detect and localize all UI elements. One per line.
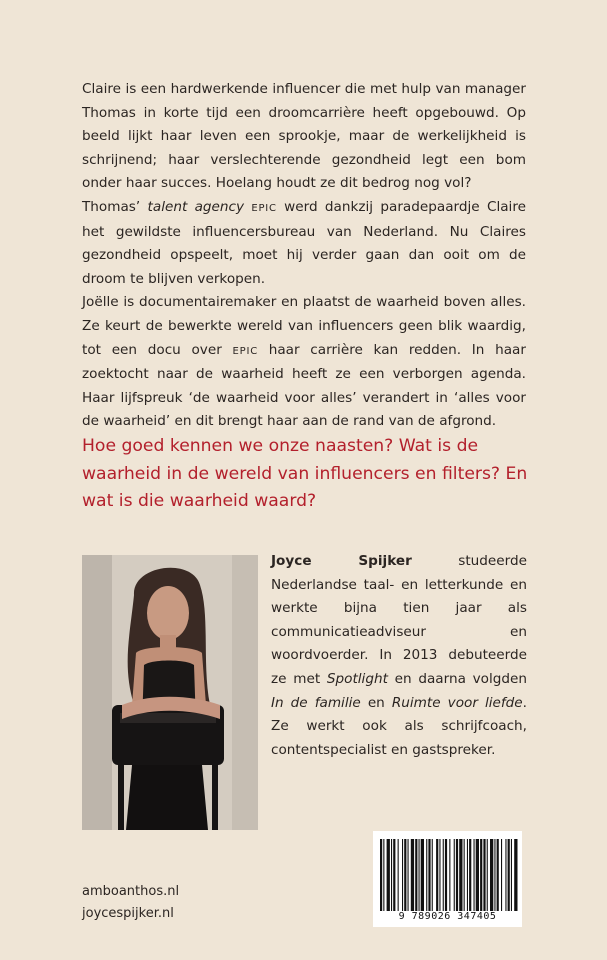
author-photo-illustration (82, 555, 258, 830)
barcode-bar (380, 839, 382, 911)
author-photo (82, 555, 258, 830)
barcode-bar (483, 839, 485, 911)
barcode-bar (419, 839, 420, 911)
blurb-p3-end: haar carrière kan redden. In haar zoektocht naar de waarheid heeft ze een verborgen agenda. Haar lijfspreuk ‘de waarheid voor alles’ verandert in ‘alles voor de waarheid’ en dit brengt haar aan de rand van de afgrond. (82, 341, 526, 430)
barcode-bar (476, 839, 479, 911)
tagline-question: Hoe goed kennen we onze naasten? Wat is de waarheid in de wereld van influencers en filters? En wat is die waarheid waard? (82, 436, 528, 511)
barcode-bar (508, 839, 510, 911)
barcode-bar (454, 839, 455, 911)
barcode-bar (474, 839, 475, 911)
barcode-bar (421, 839, 424, 911)
barcode-bar (398, 839, 399, 911)
bio-book-2: In de familie (271, 694, 361, 711)
barcode-bar (439, 839, 440, 911)
blurb-p2-epic: EPIC (251, 202, 277, 214)
barcode-bar (432, 839, 433, 911)
bio-text-4: en (367, 694, 385, 711)
barcode-bar (480, 839, 482, 911)
barcode-bar (469, 839, 471, 911)
barcode-bar (467, 839, 468, 911)
barcode-bar (387, 839, 390, 911)
website-links (82, 881, 179, 925)
barcode-bar (443, 839, 444, 911)
bio-year: 2013 (402, 647, 438, 664)
blurb-p3-epic: EPIC (232, 345, 259, 357)
bio-book-1: Spotlight (326, 670, 388, 687)
barcode-bar (505, 839, 506, 911)
barcode-bar (426, 839, 427, 911)
bio-text-5: . Ze werkt ook als schrijfcoach, contentspecialist en gastspreker. (271, 694, 527, 758)
barcode-bar (514, 839, 517, 911)
blurb-p2-end: werd dankzij paradepaardje Claire het gewildste influencersbureau van Nederland. Nu Claires gezondheid opspeelt, moet hij verder gaan dan ooit om de droom te blijven verkopen. (82, 198, 526, 287)
author-website[interactable]: joycespijker.nl (82, 906, 174, 921)
barcode-bar (459, 839, 462, 911)
barcode-bar (487, 839, 488, 911)
barcode-bar (464, 839, 465, 911)
barcode-bar (393, 839, 395, 911)
barcode-bar (383, 839, 384, 911)
isbn-barcode (373, 831, 522, 927)
barcode-bar (402, 839, 403, 911)
bio-text-1: studeerde Nederlandse taal- en letterkunde en werkte bijna tien jaar als communicatieadviseur en woordvoerder. In (271, 553, 527, 664)
publisher-website[interactable]: amboanthos.nl (82, 884, 180, 899)
barcode-bar (415, 839, 417, 911)
barcode-bar (494, 839, 495, 911)
blurb-paragraph-3 (82, 291, 526, 434)
bio-book-3: Ruimte voor liefde (391, 694, 523, 711)
barcode-bar (501, 839, 502, 911)
barcode-bar (497, 839, 499, 911)
barcode-bar (436, 839, 438, 911)
barcode-bar (404, 839, 406, 911)
blurb-p2-start: Thomas’ (82, 198, 141, 215)
bio-text-2: debuteerde ze met (271, 647, 527, 687)
barcode-bar (490, 839, 493, 911)
author-name: Joyce Spijker (271, 553, 412, 569)
barcode-bar (445, 839, 447, 911)
back-cover-blurb (82, 78, 526, 434)
barcode-bar (449, 839, 450, 911)
barcode-bar (456, 839, 458, 911)
isbn-number: 9 789026 347405 (398, 911, 497, 922)
barcode-bar (411, 839, 414, 911)
author-bio (271, 550, 527, 762)
blurb-p3-start: Joëlle is documentairemaker en plaatst de waarheid boven alles. Ze keurt de bewerkte wereld van influencers geen blik waardig, tot een docu over (82, 294, 526, 358)
blurb-paragraph-2 (82, 196, 526, 291)
barcode-bar (428, 839, 430, 911)
barcode-bar (511, 839, 512, 911)
blurb-p2-italic: talent agency (147, 198, 245, 215)
bio-text-3: en daarna volgden (394, 670, 527, 687)
blurb-paragraph-1: Claire is een hardwerkende influencer die met hulp van manager Thomas in korte tijd een droomcarrière heeft opgebouwd. Op beeld lijkt haar leven een sprookje, maar de werkelijkheid is schrijnend; haar verslechterende gezondheid legt een bom onder haar succes. Hoelang houdt ze dit bedrog nog vol? (82, 81, 526, 192)
barcode-bar (408, 839, 409, 911)
barcode-bar (391, 839, 392, 911)
